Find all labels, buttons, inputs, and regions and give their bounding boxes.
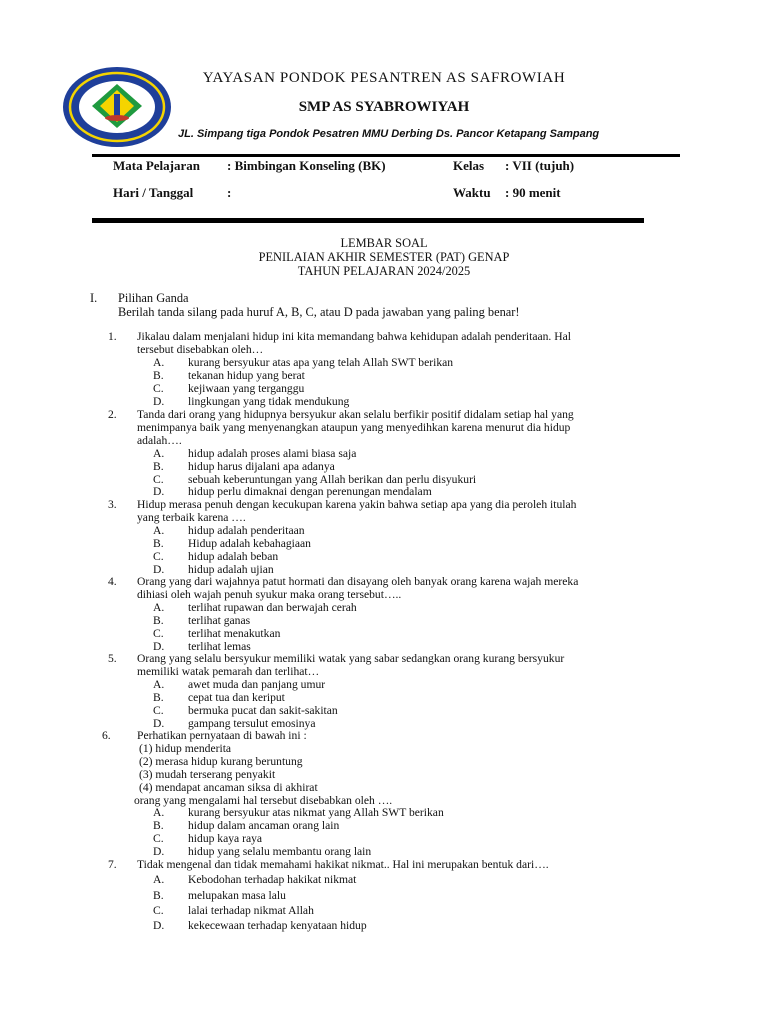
option-letter: C.: [153, 832, 164, 846]
question-text: memiliki watak pemarah dan terlihat…: [137, 664, 320, 678]
option-letter: C.: [153, 381, 164, 395]
option-letter: A.: [153, 446, 165, 460]
question-number: 5.: [108, 652, 117, 665]
option-text: bermuka pucat dan sakit-sakitan: [188, 703, 338, 717]
statement-item: (1) hidup menderita: [139, 741, 232, 755]
question-text: dihiasi oleh wajah penuh syukur maka orang tersebut…..: [137, 587, 402, 601]
section-title: Pilihan Ganda: [118, 291, 189, 305]
question-text: tersebut disebabkan oleh…: [137, 342, 264, 356]
foundation-name: YAYASAN PONDOK PESANTREN AS SAFROWIAH: [202, 70, 566, 86]
statement-item: (4) mendapat ancaman siksa di akhirat: [139, 780, 318, 794]
option-text: sebuah keberuntungan yang Allah berikan dan perlu disyukuri: [188, 472, 477, 486]
option-text: tekanan hidup yang berat: [188, 368, 305, 382]
class-label: Kelas: [453, 158, 485, 173]
option-letter: C.: [153, 626, 164, 640]
question-number: 6.: [102, 729, 111, 742]
option-text: lingkungan yang tidak mendukung: [188, 394, 350, 408]
option-letter: D.: [153, 845, 165, 859]
date-label: Hari / Tanggal: [113, 185, 194, 200]
question-text: Tidak mengenal dan tidak memahami hakikat nikmat.. Hal ini merupakan bentuk dari….: [137, 858, 549, 871]
option-letter: C.: [153, 472, 164, 486]
option-letter: A.: [153, 523, 165, 537]
question-text: Tanda dari orang yang hidupnya bersyukur akan selalu berfikir positif didalam setiap hal yang: [137, 408, 574, 421]
question-number: 7.: [108, 858, 117, 871]
option-letter: D.: [153, 716, 165, 730]
option-letter: A.: [153, 806, 165, 820]
question-text: Orang yang selalu bersyukur memiliki watak yang sabar sedangkan orang kurang bersyukur: [137, 652, 565, 665]
subject-value: : Bimbingan Konseling (BK): [227, 158, 386, 173]
option-letter: D.: [153, 639, 165, 653]
section-instruction: Berilah tanda silang pada huruf A, B, C, atau D pada jawaban yang paling benar!: [118, 305, 520, 319]
option-letter: D.: [153, 562, 165, 576]
option-text: melupakan masa lalu: [188, 888, 286, 902]
question-text: adalah….: [137, 433, 182, 447]
option-text: hidup adalah proses alami biasa saja: [188, 446, 357, 460]
school-address: JL. Simpang tiga Pondok Pesatren MMU Derbing Ds. Pancor Ketapang Sampang: [178, 128, 600, 140]
option-letter: A.: [153, 355, 165, 369]
option-text: hidup harus dijalani apa adanya: [188, 459, 335, 473]
subject-label: Mata Pelajaran: [113, 158, 201, 173]
option-letter: B.: [153, 536, 164, 550]
question-text: Hidup merasa penuh dengan kecukupan karena yakin bahwa setiap apa yang dia peroleh itulah: [137, 498, 577, 511]
option-letter: D.: [153, 485, 165, 499]
option-text: terlihat menakutkan: [188, 626, 281, 640]
time-label: Waktu: [453, 185, 491, 200]
question-number: 1.: [108, 330, 117, 343]
option-letter: B.: [153, 819, 164, 833]
option-text: cepat tua dan keriput: [188, 690, 285, 704]
option-text: hidup dalam ancaman orang lain: [188, 819, 340, 833]
question-text: Orang yang dari wajahnya patut hormati dan disayang oleh banyak orang karena wajah mereka: [137, 575, 579, 588]
option-letter: A.: [153, 677, 165, 691]
statement-item: (2) merasa hidup kurang beruntung: [139, 754, 303, 768]
exam-title: PENILAIAN AKHIR SEMESTER (PAT) GENAP: [258, 250, 510, 264]
option-text: kurang bersyukur atas nikmat yang Allah SWT berikan: [188, 806, 444, 820]
question-number: 3.: [108, 498, 117, 511]
option-text: kekecewaan terhadap kenyataan hidup: [188, 919, 367, 932]
question-text: menimpanya baik yang menyenangkan ataupun yang menyedihkan karena menurut dia hidup: [137, 420, 571, 434]
question-number: 4.: [108, 575, 117, 588]
option-text: hidup adalah beban: [188, 549, 279, 563]
question-text: orang yang mengalami hal tersebut disebabkan oleh ….: [134, 793, 393, 807]
option-letter: A.: [153, 600, 165, 614]
option-letter: B.: [153, 368, 164, 382]
option-text: hidup kaya raya: [188, 832, 263, 846]
option-letter: B.: [153, 459, 164, 473]
info-divider: [92, 218, 644, 223]
option-letter: B.: [153, 613, 164, 627]
option-text: terlihat lemas: [188, 639, 251, 653]
option-text: hidup yang selalu membantu orang lain: [188, 845, 372, 859]
option-text: terlihat ganas: [188, 613, 251, 627]
option-text: Kebodohan terhadap hakikat nikmat: [188, 873, 357, 887]
section-number: I.: [90, 291, 98, 305]
option-text: hidup adalah ujian: [188, 562, 274, 576]
option-letter: D.: [153, 919, 165, 932]
option-letter: A.: [153, 873, 165, 887]
option-letter: C.: [153, 903, 164, 917]
option-text: kurang bersyukur atas apa yang telah Allah SWT berikan: [188, 355, 454, 369]
option-letter: C.: [153, 549, 164, 563]
option-text: lalai terhadap nikmat Allah: [188, 903, 314, 917]
statement-item: (3) mudah terserang penyakit: [139, 767, 276, 781]
question-text: Perhatikan pernyataan di bawah ini :: [137, 729, 307, 742]
question-text: Jikalau dalam menjalani hidup ini kita memandang bahwa kehidupan adalah penderitaan. Hal: [137, 330, 571, 343]
option-text: terlihat rupawan dan berwajah cerah: [188, 600, 357, 614]
option-text: hidup adalah penderitaan: [188, 523, 305, 537]
option-letter: C.: [153, 703, 164, 717]
option-text: gampang tersulut emosinya: [188, 716, 316, 730]
option-text: awet muda dan panjang umur: [188, 677, 326, 691]
question-text: yang terbaik karena ….: [137, 510, 246, 524]
header-divider: [92, 154, 680, 157]
option-text: hidup perlu dimaknai dengan perenungan mendalam: [188, 485, 432, 499]
option-text: kejiwaan yang terganggu: [188, 381, 305, 395]
date-value: :: [227, 185, 232, 200]
option-letter: D.: [153, 394, 165, 408]
academic-year: TAHUN PELAJARAN 2024/2025: [297, 264, 471, 278]
option-text: Hidup adalah kebahagiaan: [188, 536, 311, 550]
class-value: : VII (tujuh): [505, 158, 575, 173]
sheet-title: LEMBAR SOAL: [340, 236, 428, 250]
question-number: 2.: [108, 408, 117, 421]
option-letter: B.: [153, 888, 164, 902]
time-value: : 90 menit: [505, 185, 561, 200]
school-name: SMP AS SYABROWIYAH: [298, 99, 470, 115]
option-letter: B.: [153, 690, 164, 704]
